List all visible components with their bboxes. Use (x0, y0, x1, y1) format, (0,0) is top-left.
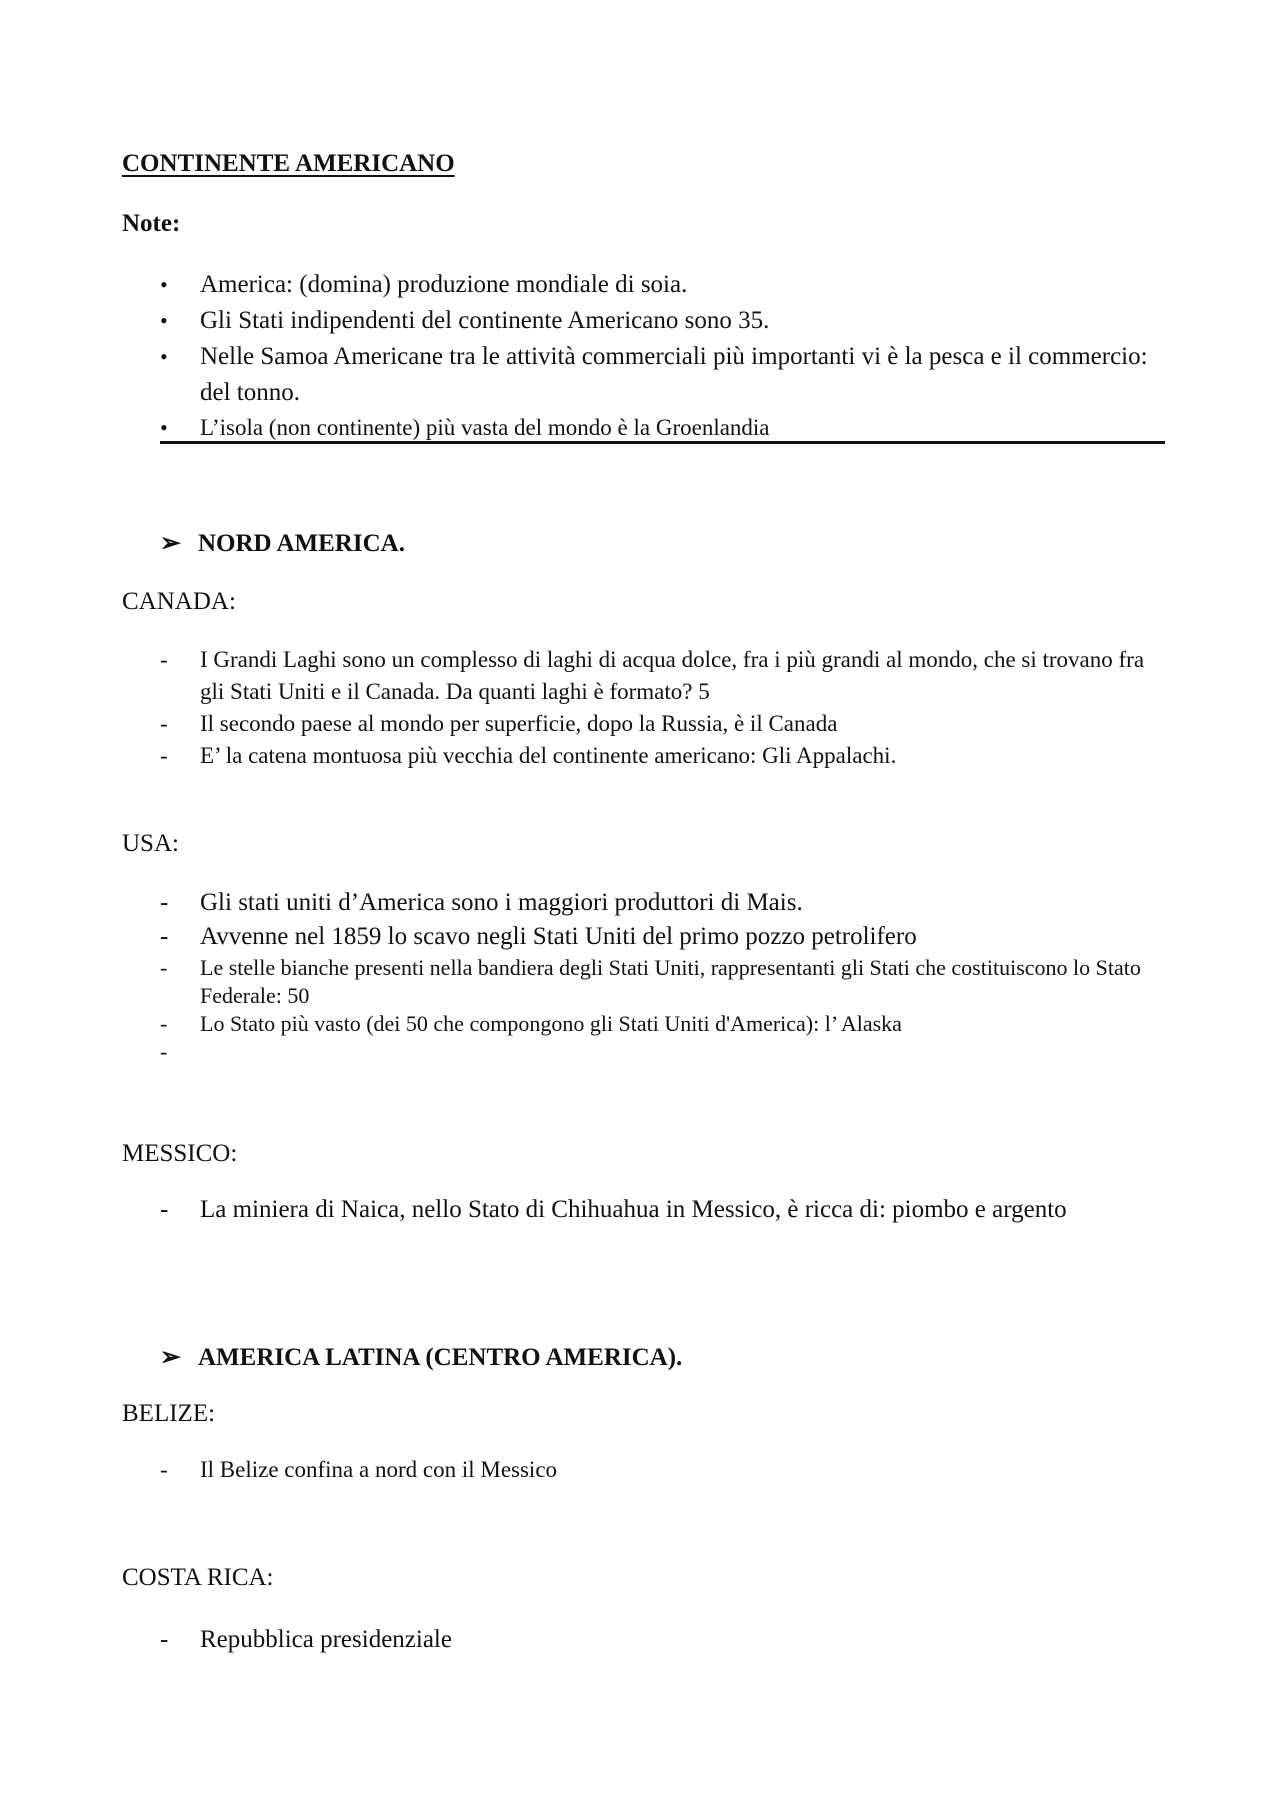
section-heading-nord-america: ➢ NORD AMERICA. (160, 530, 405, 557)
list-item: • Nelle Samoa Americane tra le attività commerciali più importanti vi è la pesca e il commercio: del tonno. (160, 339, 1170, 411)
list-item: • L’isola (non continente) più vasta del mondo è la Groenlandia (160, 413, 1170, 443)
list-item: - La miniera di Naica, nello Stato di Chihuahua in Messico, è ricca di: piombo e argento (160, 1192, 1170, 1228)
list-item: - E’ la catena montuosa più vecchia del continente americano: Gli Appalachi. (160, 740, 1170, 772)
messico-list (160, 1192, 1170, 1228)
dash-bullet-icon: - (160, 955, 168, 980)
dash-bullet-icon: - (160, 1196, 169, 1223)
bullet-icon: • (160, 308, 168, 333)
dash-bullet-icon: - (160, 743, 168, 768)
belize-list (160, 1454, 1170, 1486)
bullet-icon: • (160, 415, 168, 440)
country-label-costa-rica: COSTA RICA: (122, 1564, 274, 1591)
list-item: - I Grandi Laghi sono un complesso di laghi di acqua dolce, fra i più grandi al mondo, che si trovano fra gli Stati Uniti e il Canada. Da quanti laghi è formato? 5 (160, 644, 1170, 708)
list-item: - Repubblica presidenziale (160, 1622, 1170, 1658)
list-item: - Avvenne nel 1859 lo scavo negli Stati Uniti del primo pozzo petrolifero (160, 920, 1170, 954)
section-heading-america-latina: ➢ AMERICA LATINA (CENTRO AMERICA). (160, 1344, 683, 1371)
country-label-belize: BELIZE: (122, 1400, 216, 1427)
dash-bullet-icon: - (160, 1011, 168, 1036)
list-item: - Il secondo paese al mondo per superficie, dopo la Russia, è il Canada (160, 708, 1170, 740)
arrow-bullet-icon: ➢ (160, 530, 181, 557)
dash-bullet-icon: - (160, 711, 168, 736)
list-item: - Le stelle bianche presenti nella bandiera degli Stati Uniti, rappresentanti gli Stati che costituiscono lo Stato Federale: 50 (160, 955, 1141, 1008)
list-item: - Lo Stato più vasto (dei 50 che compongono gli Stati Uniti d'America): l’ Alaska (160, 1011, 902, 1036)
bullet-icon: • (160, 272, 168, 297)
dash-bullet-icon: - (160, 1039, 168, 1064)
dash-bullet-icon: - (160, 889, 169, 916)
divider-line (160, 441, 1165, 444)
dash-bullet-icon: - (160, 923, 169, 950)
list-item: • America: (domina) produzione mondiale di soia. (160, 267, 1170, 303)
dash-bullet-icon: - (160, 647, 168, 672)
country-label-canada: CANADA: (122, 588, 236, 615)
notes-list (160, 267, 1170, 443)
dash-bullet-icon: - (160, 1457, 168, 1482)
list-item: - Il Belize confina a nord con il Messico (160, 1454, 1170, 1486)
canada-list (160, 644, 1170, 772)
bullet-icon: • (160, 344, 168, 369)
country-label-usa: USA: (122, 830, 179, 857)
list-item: - Gli stati uniti d’America sono i maggiori produttori di Mais. (160, 886, 1170, 920)
usa-list (160, 886, 1170, 1064)
costa-rica-list (160, 1622, 1170, 1658)
list-item: • Gli Stati indipendenti del continente Americano sono 35. (160, 303, 1170, 339)
notes-label: Note: (122, 210, 181, 237)
arrow-bullet-icon: ➢ (160, 1344, 181, 1371)
country-label-messico: MESSICO: (122, 1140, 238, 1167)
dash-bullet-icon: - (160, 1626, 169, 1653)
document-title: CONTINENTE AMERICANO (122, 150, 455, 177)
